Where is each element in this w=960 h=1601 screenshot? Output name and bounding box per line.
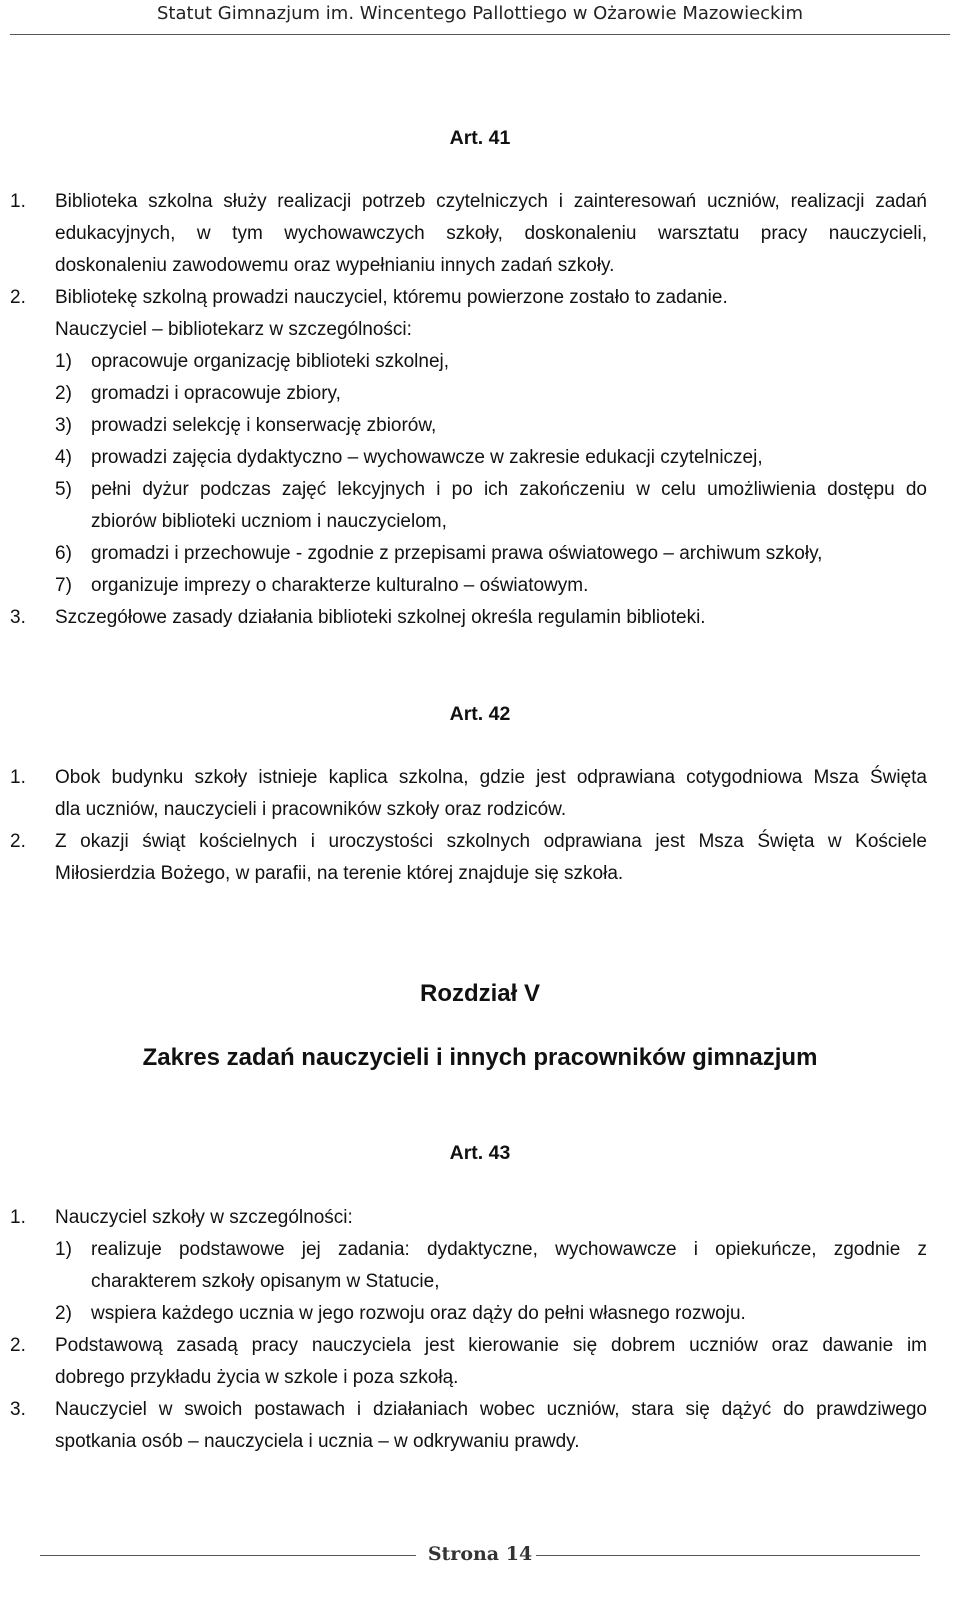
paragraph-line: Nauczyciel w swoich postawach i działaniach wobec uczniów, stara się dążyć do prawdziwego: [55, 1399, 927, 1420]
chapter-subtitle: Zakres zadań nauczycieli i innych pracowników gimnazjum: [142, 1044, 818, 1071]
list-item-number: 3): [55, 415, 72, 436]
list-item-text: prowadzi zajęcia dydaktyczno – wychowawcze w zakresie edukacji czytelniczej,: [91, 447, 763, 468]
running-header: Statut Gimnazjum im. Wincentego Pallottiego w Ożarowie Mazowieckim: [157, 3, 803, 24]
list-item-text: wspiera każdego ucznia w jego rozwoju oraz dąży do pełni własnego rozwoju.: [91, 1303, 746, 1324]
paragraph-number: 3.: [10, 607, 26, 628]
paragraph-number: 2.: [10, 831, 26, 852]
list-item-text: prowadzi selekcję i konserwację zbiorów,: [91, 415, 437, 436]
paragraph-line: edukacyjnych, w tym wychowawczych szkoły, doskonaleniu warsztatu pracy nauczycieli,: [55, 223, 927, 244]
article-title-43: Art. 43: [449, 1142, 511, 1164]
article-title-41: Art. 41: [449, 127, 511, 149]
list-item-number: 2): [55, 383, 72, 404]
list-item-text: organizuje imprezy o charakterze kulturalno – oświatowym.: [91, 575, 589, 596]
header-rule: [10, 34, 950, 35]
list-item-text: gromadzi i opracowuje zbiory,: [91, 383, 341, 404]
list-item-number: 6): [55, 543, 72, 564]
paragraph-line: Miłosierdzia Bożego, w parafii, na terenie której znajduje się szkoła.: [55, 863, 624, 884]
list-item-number: 5): [55, 479, 72, 500]
paragraph-line: Szczegółowe zasady działania biblioteki szkolnej określa regulamin biblioteki.: [55, 607, 706, 628]
list-item-text: opracowuje organizację biblioteki szkolnej,: [91, 351, 450, 372]
list-item-number: 7): [55, 575, 72, 596]
paragraph-line: Bibliotekę szkolną prowadzi nauczyciel, któremu powierzone zostało to zadanie.: [55, 287, 728, 308]
paragraph-number: 1.: [10, 191, 26, 212]
paragraph-line: dla uczniów, nauczycieli i pracowników szkoły oraz rodziców.: [55, 799, 567, 820]
paragraph-line: Biblioteka szkolna służy realizacji potrzeb czytelniczych i zainteresowań uczniów, realizacji zadań: [55, 191, 927, 212]
list-item-number: 2): [55, 1303, 72, 1324]
list-item-text: realizuje podstawowe jej zadania: dydaktyczne, wychowawcze i opiekuńcze, zgodnie z: [91, 1239, 927, 1260]
paragraph-number: 2.: [10, 1335, 26, 1356]
list-item-number: 1): [55, 1239, 72, 1260]
list-item-text: charakterem szkoły opisanym w Statucie,: [91, 1271, 440, 1292]
list-item-number: 4): [55, 447, 72, 468]
chapter-title: Rozdział V: [419, 980, 540, 1007]
paragraph-line: dobrego przykładu życia w szkole i poza szkołą.: [55, 1367, 459, 1388]
list-item-text: gromadzi i przechowuje - zgodnie z przepisami prawa oświatowego – archiwum szkoły,: [91, 543, 823, 564]
paragraph-line: Z okazji świąt kościelnych i uroczystości szkolnych odprawiana jest Msza Święta w Kościele: [55, 831, 927, 852]
paragraph-line: spotkania osób – nauczyciela i ucznia – w odkrywaniu prawdy.: [55, 1431, 580, 1452]
list-item-number: 1): [55, 351, 72, 372]
paragraph-line: Nauczyciel – bibliotekarz w szczególności:: [55, 319, 412, 340]
page-number: Strona 14: [427, 1543, 533, 1565]
article-title-42: Art. 42: [449, 703, 511, 725]
list-item-text: pełni dyżur podczas zajęć lekcyjnych i po ich zakończeniu w celu umożliwienia dostępu do: [91, 479, 927, 500]
paragraph-number: 2.: [10, 287, 26, 308]
paragraph-number: 1.: [10, 767, 26, 788]
paragraph-line: doskonaleniu zawodowemu oraz wypełnianiu innych zadań szkoły.: [55, 255, 615, 276]
paragraph-line: Obok budynku szkoły istnieje kaplica szkolna, gdzie jest odprawiana cotygodniowa Msza Święta: [55, 767, 927, 788]
paragraph-line: Nauczyciel szkoły w szczególności:: [55, 1207, 353, 1228]
list-item-text: zbiorów biblioteki uczniom i nauczycielom,: [91, 511, 447, 532]
paragraph-line: Podstawową zasadą pracy nauczyciela jest kierowanie się dobrem uczniów oraz dawanie im: [55, 1335, 927, 1356]
paragraph-number: 3.: [10, 1399, 26, 1420]
paragraph-number: 1.: [10, 1207, 26, 1228]
